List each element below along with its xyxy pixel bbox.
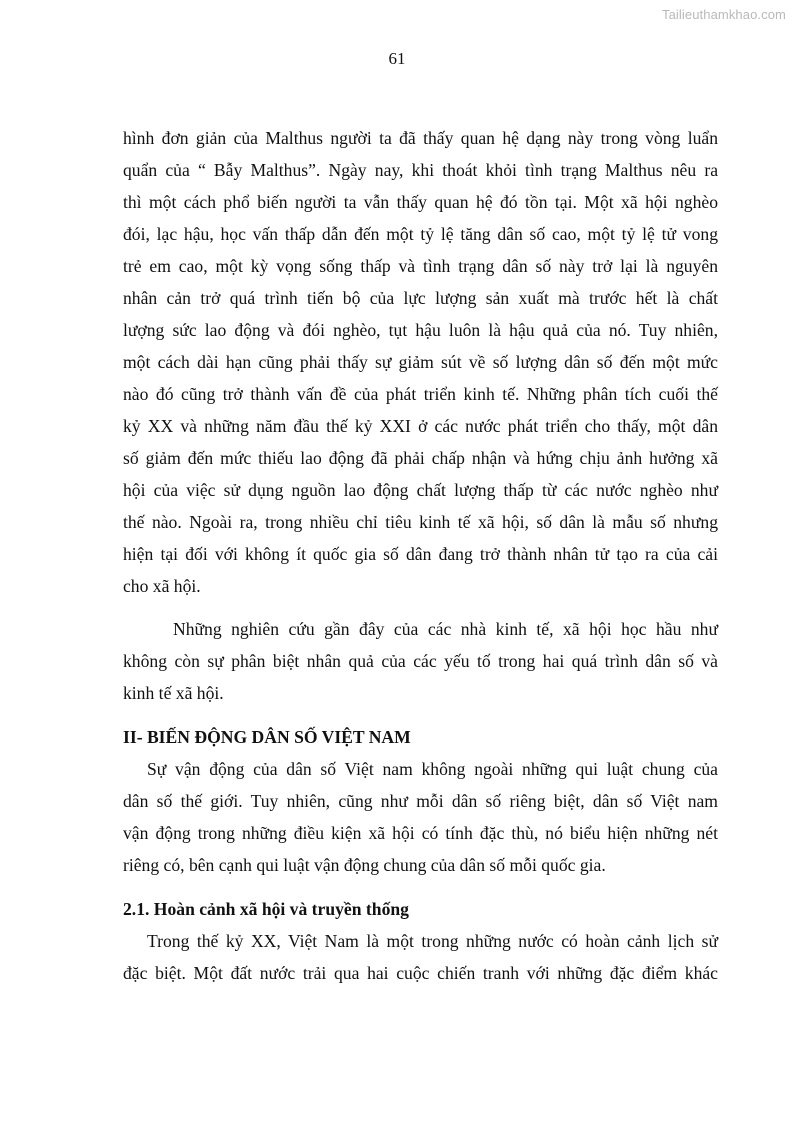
text-line: đặc biệt. Một đất nước trải qua hai cuộc chiến tranh với những đặc điểm khác [123, 963, 718, 983]
page-number: 61 [388, 49, 406, 68]
text-line: kinh tế xã hội. [123, 683, 224, 703]
text-line: dân số thế giới. Tuy nhiên, cũng như mỗi dân số riêng biệt, dân số Việt nam [123, 791, 718, 811]
text-line: hội của việc sử dụng nguồn lao động chất lượng thấp từ các nước nghèo như [123, 480, 718, 500]
text-line: Sự vận động của dân số Việt nam không ngoài những qui luật chung của [147, 759, 718, 779]
text-line: kỷ XX và những năm đầu thế kỷ XXI ở các nước phát triển cho thấy, một dân [123, 416, 718, 436]
section-heading: II- BIẾN ĐỘNG DÂN SỐ VIỆT NAM [123, 727, 411, 747]
paragraph-3 [123, 753, 718, 881]
watermark: Tailieuthamkhao.com [661, 7, 786, 22]
text-line: thì một cách phổ biến người ta vẫn thấy quan hệ đó tồn tại. Một xã hội nghèo [123, 192, 718, 212]
text-line: nhân cản trở quá trình tiến bộ của lực lượng sản xuất mà trước hết là chất [123, 288, 718, 308]
text-line: lượng sức lao động và đói nghèo, tụt hậu luôn là hậu quả của nó. Tuy nhiên, [123, 320, 718, 340]
text-line: đói, lạc hậu, học vấn thấp dẫn đến một tỷ lệ tăng dân số cao, một tỷ lệ tử vong [123, 224, 718, 244]
text-line: Những nghiên cứu gần đây của các nhà kinh tế, xã hội học hầu như [173, 619, 718, 639]
text-line: cho xã hội. [123, 576, 201, 596]
text-line: Trong thế kỷ XX, Việt Nam là một trong những nước có hoàn cảnh lịch sử [147, 931, 718, 951]
subsection-heading: 2.1. Hoàn cảnh xã hội và truyền thống [123, 899, 409, 919]
text-line: quẩn của “ Bẫy Malthus”. Ngày nay, khi thoát khỏi tình trạng Malthus nêu ra [123, 160, 718, 180]
text-line: hiện tại đối với không ít quốc gia số dân đang trở thành nhân tử tạo ra của cải [123, 544, 718, 564]
text-line: không còn sự phân biệt nhân quả của các yếu tố trong hai quá trình dân số và [123, 651, 718, 671]
document-body [123, 122, 718, 989]
paragraph-4 [123, 925, 718, 989]
paragraph-2 [123, 613, 718, 709]
text-line: số giảm đến mức thiếu lao động đã phải chấp nhận và hứng chịu ảnh hưởng xã [123, 448, 718, 468]
text-line: nào đó cũng trở thành vấn đề của phát triển kinh tế. Những phân tích cuối thế [123, 384, 718, 404]
text-line: hình đơn giản của Malthus người ta đã thấy quan hệ dạng này trong vòng luẩn [123, 128, 718, 148]
text-line: một cách dài hạn cũng phải thấy sự giảm sút về số lượng dân số đến một mức [123, 352, 718, 372]
text-line: trẻ em cao, một kỳ vọng sống thấp và tình trạng dân số này trở lại là nguyên [123, 256, 718, 276]
text-line: vận động trong những điều kiện xã hội có tính đặc thù, nó biểu hiện những nét [123, 823, 718, 843]
text-line: riêng có, bên cạnh qui luật vận động chung của dân số mỗi quốc gia. [123, 855, 606, 875]
text-line: thế nào. Ngoài ra, trong nhiều chỉ tiêu kinh tế xã hội, số dân là mẫu số nhưng [123, 512, 718, 532]
paragraph-1 [123, 122, 718, 602]
